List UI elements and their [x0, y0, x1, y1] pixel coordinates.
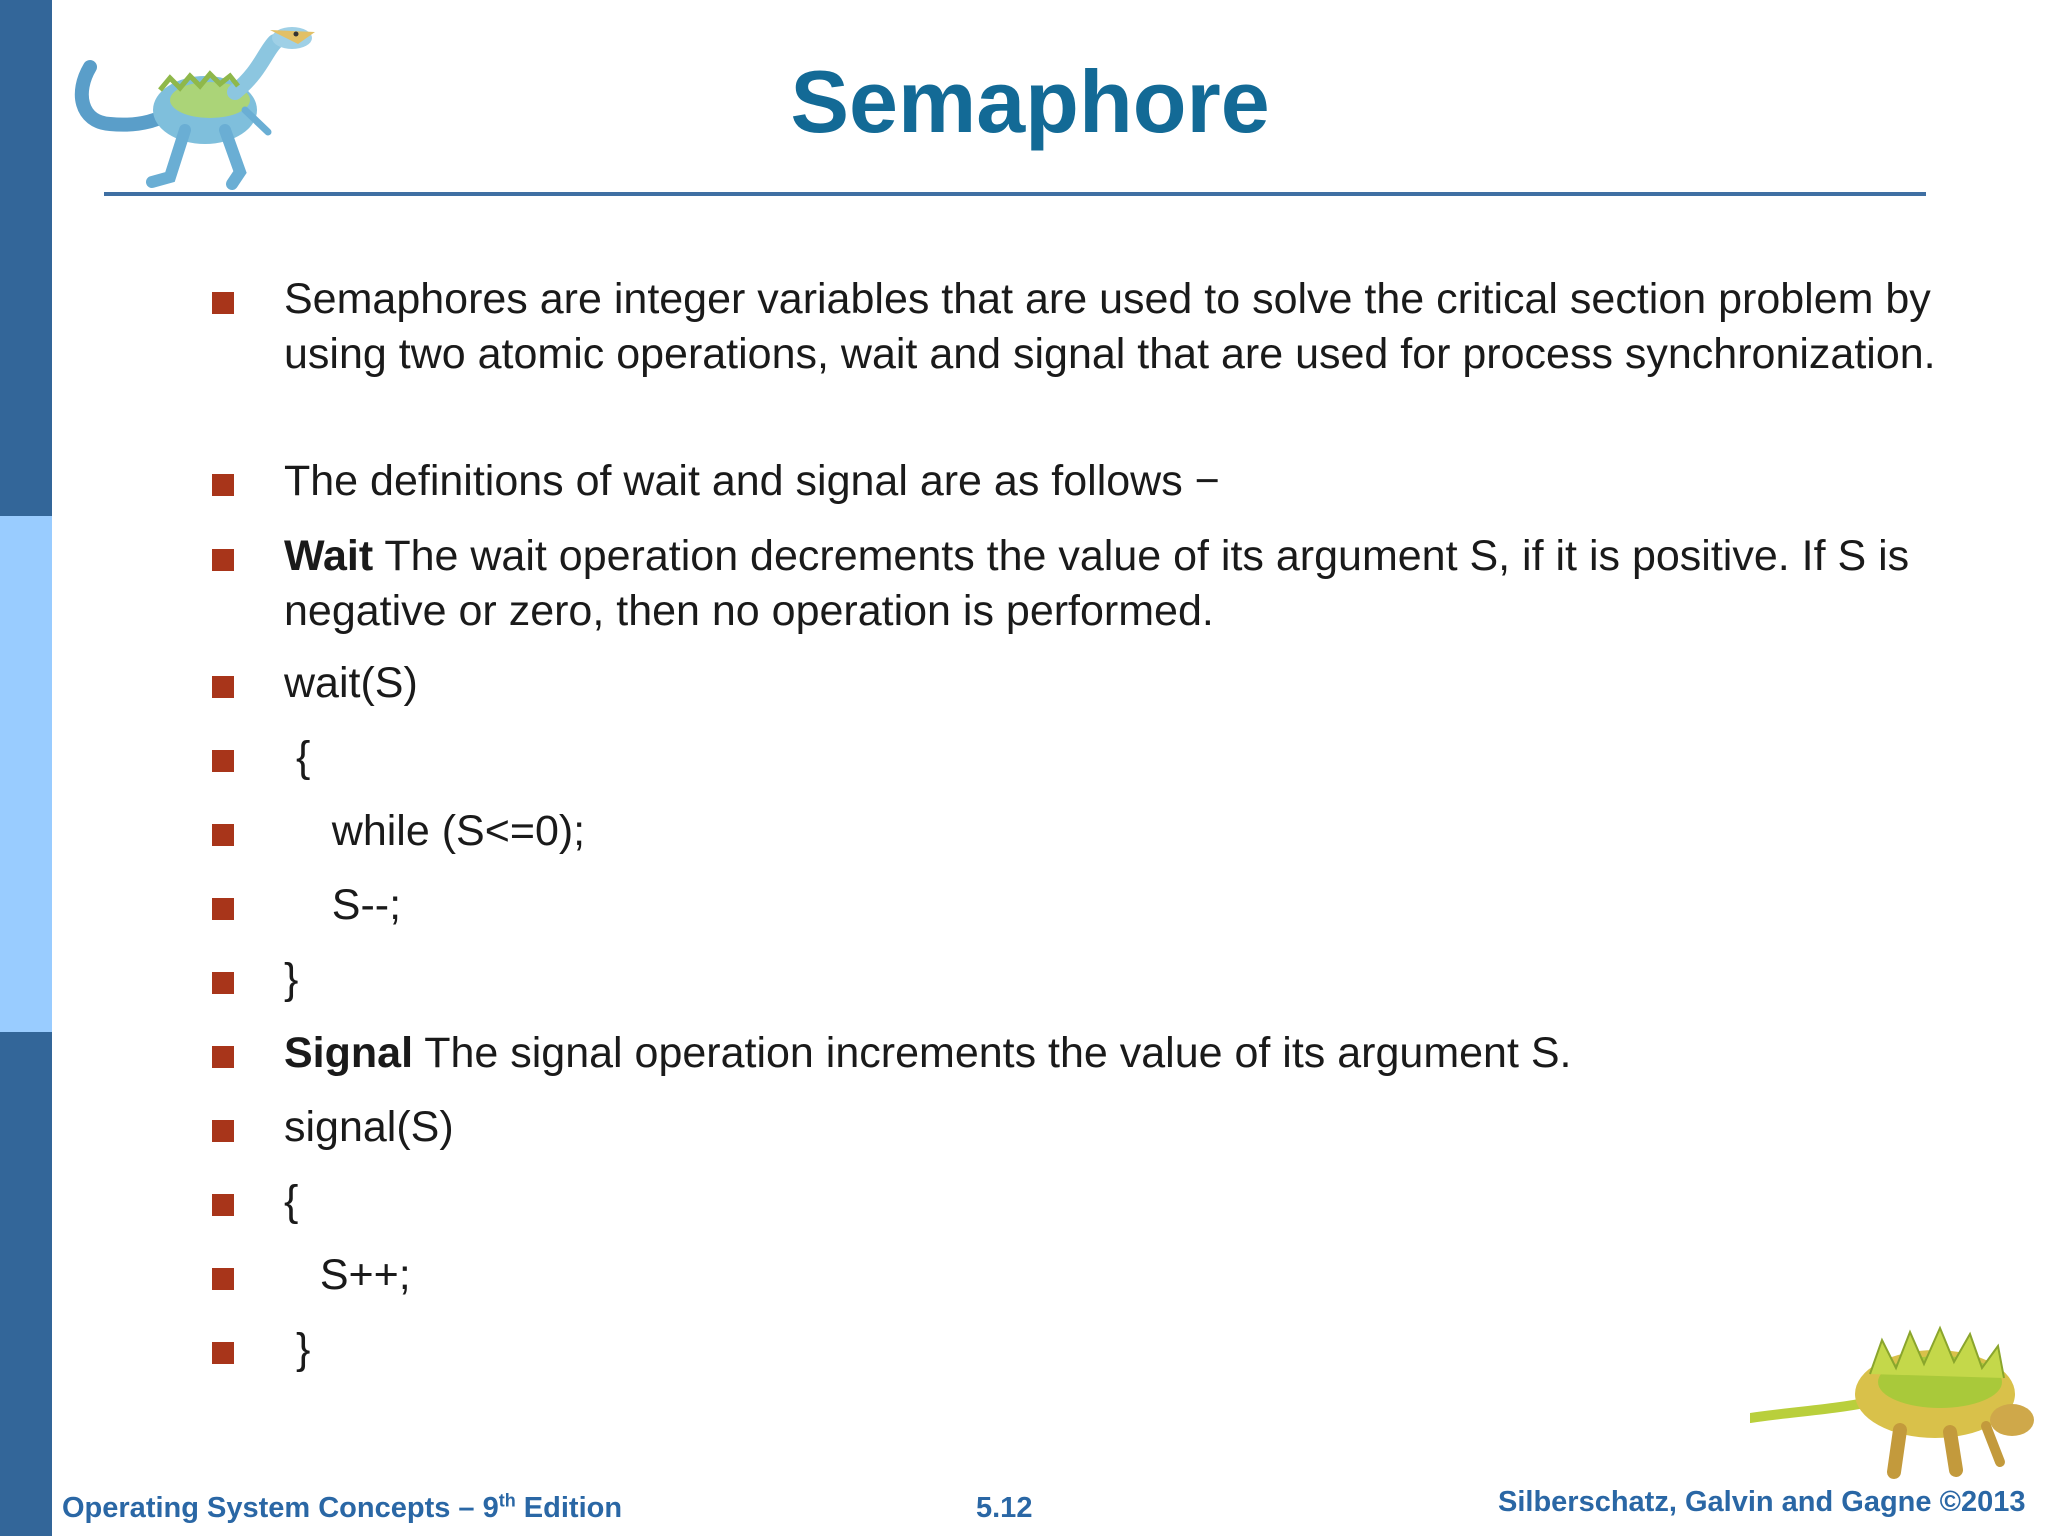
slide-title: Semaphore — [790, 52, 1270, 151]
bullet-marker — [212, 676, 234, 698]
code-line: { — [284, 733, 311, 781]
code-line: S++; — [284, 1251, 411, 1299]
bullet-body: The wait operation decrements the value of its argument S, if it is positive. If S is negative or zero, then no operation is performed. — [284, 532, 1910, 635]
code-line: while (S<=0); — [284, 807, 586, 855]
bullet-marker — [212, 972, 234, 994]
bullet-marker — [212, 750, 234, 772]
sidebar-band-top — [0, 0, 52, 516]
bullet-marker — [212, 1194, 234, 1216]
footer-copyright: Silberschatz, Galvin and Gagne ©2013 — [1498, 1486, 2026, 1518]
bullet-marker — [212, 824, 234, 846]
footer-book-suffix: Edition — [515, 1492, 623, 1524]
code-line: { — [284, 1177, 299, 1225]
bullet-marker — [212, 898, 234, 920]
code-line: } — [284, 1325, 311, 1373]
bullet-marker — [212, 1342, 234, 1364]
left-sidebar — [0, 0, 52, 1536]
title-divider — [104, 192, 1926, 196]
bullet-text: The definitions of wait and signal are as follows − — [284, 457, 1220, 505]
bullet-text: Semaphores are integer variables that are used to solve the critical section problem by using two atomic operations, wait and signal that are used for process synchronization. — [284, 275, 1936, 378]
footer-book-prefix: Operating System Concepts – 9 — [62, 1492, 499, 1524]
bullet-bold-term: Signal — [284, 1029, 414, 1077]
bullet-marker — [212, 292, 234, 314]
bullet-marker — [212, 549, 234, 571]
code-line: wait(S) — [284, 659, 418, 707]
footer-book-title — [62, 1491, 622, 1525]
sidebar-band-middle — [0, 516, 52, 1032]
footer-book-superscript: th — [498, 1490, 516, 1511]
bullet-body: The signal operation increments the value of its argument S. — [413, 1029, 1572, 1077]
bullet-text — [284, 529, 1964, 639]
bullet-marker — [212, 474, 234, 496]
page-number: 5.12 — [976, 1492, 1033, 1524]
dinosaur-logo-icon — [70, 12, 320, 192]
sidebar-band-bottom — [0, 1032, 52, 1536]
bullet-marker — [212, 1268, 234, 1290]
code-line: S--; — [284, 881, 402, 929]
bullet-bold-term: Wait — [284, 532, 374, 580]
stegosaurus-icon — [1750, 1322, 2040, 1482]
code-line: } — [284, 955, 299, 1003]
bullet-marker — [212, 1046, 234, 1068]
bullet-marker — [212, 1120, 234, 1142]
bullet-text — [284, 1026, 1964, 1081]
code-line: signal(S) — [284, 1103, 454, 1151]
